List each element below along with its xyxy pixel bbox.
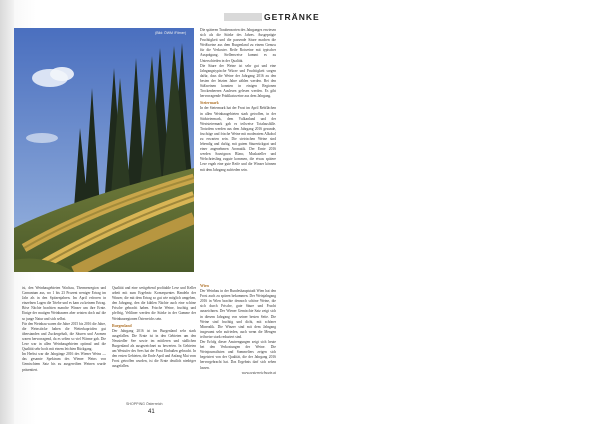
text-column-4 bbox=[200, 282, 276, 376]
subhead-wien: Wien bbox=[200, 284, 209, 288]
vineyard-photo bbox=[14, 28, 194, 272]
paragraph: Der Erfolg dieser Anstrengungen zeigt sich heute bei den Verkostungen der Weine. Die Weinjournalisten und Sommeliers zeigen sich begeistert von der Qualität, die der Jahrgang 2016 hervorgebracht hat. Das Ergebnis darf sich sehen lassen. bbox=[200, 340, 276, 370]
paragraph: Die späteren Traubensorten des Jahrganges erwiesen sich als die Stärke des Jahres. Ausgeprägte Fruchtigkeit und die passende Säure machen die Weißweine aus dem Burgenland zu einem Genuss für die Verkoster. Reife Rotweine mit typischer Ausprägung. Stellenweise kommt es zu Unterschieden in der Qualität. bbox=[200, 28, 276, 63]
text-column-1 bbox=[22, 286, 106, 373]
subhead-steiermark: Steiermark bbox=[200, 101, 219, 106]
paragraph: Der Jahrgang 2016 ist im Burgenland sehr stark ausgefallen. Die Ernte ist in den Gebieten um den Neusiedler See sowie im mittleren und südlichen Burgenland als ausgezeichnet zu bewerten. In Gebieten am Westufer des Sees hat der Frost Einbußen gebracht. In den ersten Gebieten, die Ende April und Anfang Mai vom Frost getroffen wurden, ist die Ernte deutlich niedriger ausgefallen. bbox=[112, 328, 196, 369]
section-tab-marker bbox=[224, 13, 262, 21]
section-label: GETRÄNKE bbox=[264, 12, 320, 22]
paragraph: Im Herbst war die Jahrgänge 2016 des Wiener Weins — das gesamte Spektrum des Wiener Weins von Gemischtem Satz bis zu ausgereiften Weinen wurde präsentiert. bbox=[22, 352, 106, 372]
paragraph: Für den Weinbau waren die Jahre 2015 bis 2016 die Jahre, die Weinstöcke haben die Wetterkapriolen gut überstanden und Zuckergehalt, die Säuren und Aromen waren hervorragend, da es selten so viel Wärme gab. Die Lese war in allen Weinbaugebieten optimal und die Qualität sehr hoch mit einem leichten Rückgang. bbox=[22, 321, 106, 352]
footer-publication: SHOPPING Österreich bbox=[126, 402, 163, 406]
photo-credit: (Bild: ÖWM /Fitmer) bbox=[155, 31, 186, 35]
text-column-3 bbox=[200, 28, 276, 173]
page-gutter bbox=[0, 0, 14, 424]
paragraph: Der Weinbau in der Bundeshauptstadt Wien hat den Frost auch zu spüren bekommen. Der Weinjahrgang 2016 in Wien brachte dennoch schöne Weine, die sich durch Frische, gute Säure und Frucht auszeichnen. Der Wiener Gemischte Satz zeigt sich in diesem Jahrgang von seiner besten Seite. Die Weine sind fruchtig und dicht, mit schöner Mineralik. Die Winzer sind mit dem Jahrgang insgesamt sehr zufrieden, auch wenn die Mengen teilweise stark reduziert sind. bbox=[200, 289, 276, 339]
vineyard-illustration bbox=[14, 28, 194, 272]
subhead-burgenland: Burgenland bbox=[112, 323, 132, 328]
paragraph: In der Steiermark hat der Frost im April Rebflächen in allen Weinbaugebieten stark getroffen, in der Südsteiermark, dem Vulkanland und der Weststeiermark gab es teilweise Totalausfälle. Trotzdem werden aus dem Jahrgang 2016 gesunde, fruchtige und frische Weine mit moderatem Alkohol zu erwarten sein. Die steirischen Weine sind lebendig und duftig, mit gutem Säurerückgrat und einer angenehmen Aromatik. Der Ernte 2016 werden Sauvignon Blanc, Muskateller und Welschriesling zugute kommen, die etwas spätere Lese ergab eine gute Reife und die Winzer können mit dem Jahrgang zufrieden sein. bbox=[200, 106, 276, 172]
page-number: 41 bbox=[148, 409, 155, 415]
paragraph: ist, den Weinbaugebieten Wachau, Thermenregion und Carnuntum aus, wo 1 bis 23 Prozent weniger Ertrag im Jahr als in den Spitzenjahren. Im April erfroren in einzelnen Lagen die Triebe und es kam zu keinem Ertrag. Böse Nächte brachten manche Winzer um ihre Ernte. Einige der mutigen Weinbauern aber setzten doch auf die so junge Natur und sich selbst. bbox=[22, 286, 106, 321]
paragraph: Qualität und eine weitgehend profitable Lese und Keller arbeit mit zum Ergebnis: Konsequentes Handeln der Winzer, die mit dem Ertrag so gut wie möglich umgehen, den Jahrgang, den die kühlen Nächte auch eine schöne Frische gebracht haben. Frische Weine, fruchtig und pfeffrig, Veltliner werden die Stärke in der Gamme der Weinbauregionen Österreichs sein. bbox=[112, 286, 196, 321]
text-column-2 bbox=[112, 286, 196, 370]
paragraph: Die Säure der Weine ist sehr gut und eine Jahrgangstypische Würze und Fruchtigkeit sorgen dafür, dass die Weine der Jahrgang 2016 zu den besten der letzten Jahre zählen werden. Bei den Süßweinen konnten in einigen Regionen Trockenbeeren Auslesen gelesen werden. Es gibt hervorragende Prädikatsweine aus dem Jahrgang. bbox=[200, 63, 276, 99]
source-link[interactable]: www.oesterreichwein.at bbox=[241, 370, 276, 375]
